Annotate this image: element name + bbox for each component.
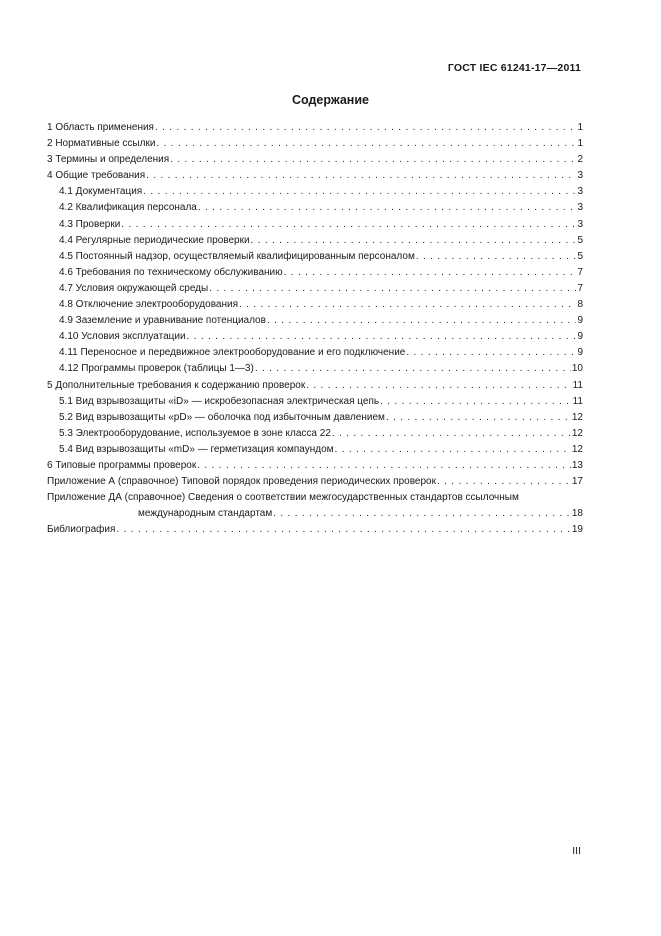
toc-entry[interactable] — [47, 345, 583, 361]
toc-leader-dots — [437, 474, 571, 490]
toc-leader-dots — [239, 297, 576, 313]
toc-leader-dots — [116, 522, 570, 538]
toc-entry-label: 2 Нормативные ссылки — [47, 138, 156, 150]
toc-entry-page: 11 — [572, 379, 583, 391]
toc-leader-dots — [251, 233, 577, 249]
toc-entry-label: 4.11 Переносное и передвижное электрооборудование и его подключение — [59, 347, 406, 359]
toc-entry-page: 3 — [577, 186, 583, 198]
toc-entry-page: 17 — [571, 476, 583, 488]
toc-leader-dots — [284, 265, 577, 281]
toc-entry-page: 18 — [571, 508, 583, 520]
toc-entry[interactable] — [47, 136, 583, 152]
toc-entry-page: 1 — [577, 122, 583, 133]
toc-entry-label: 4.7 Условия окружающей среды — [59, 282, 209, 294]
toc-entry-bibliography[interactable] — [47, 522, 583, 538]
toc-entry-page: 5 — [577, 250, 583, 262]
toc-entry-label: 4.5 Постоянный надзор, осуществляемый квалифицированным персоналом — [59, 250, 415, 262]
toc-entry-page: 8 — [577, 299, 583, 311]
toc-entry-page: 9 — [577, 315, 583, 327]
toc-leader-dots — [380, 394, 572, 410]
toc-entry-page: 19 — [571, 524, 583, 536]
toc-leader-dots — [170, 152, 576, 168]
toc-entry-label: 3 Термины и определения — [47, 154, 170, 166]
toc-leader-dots — [306, 378, 571, 394]
toc-leader-dots — [143, 184, 576, 200]
page-number: III — [572, 845, 581, 857]
toc-entry[interactable] — [47, 217, 583, 233]
toc-entry-label: международным стандартам — [138, 508, 273, 520]
toc-entry[interactable] — [47, 378, 583, 394]
toc-entry-label: Библиография — [47, 524, 116, 536]
toc-entry-page: 7 — [577, 282, 583, 294]
toc-entry-label: 4.10 Условия эксплуатации — [59, 331, 186, 343]
toc-entry-page: 3 — [577, 170, 583, 182]
toc-leader-dots — [197, 458, 571, 474]
toc-leader-dots — [187, 329, 577, 345]
toc-entry-label: Приложение А (справочное) Типовой порядок проведения периодических проверок — [47, 476, 436, 488]
toc-leader-dots — [156, 136, 576, 152]
toc-entry-page: 9 — [577, 347, 583, 359]
document-id: ГОСТ IEC 61241-17—2011 — [447, 62, 581, 74]
toc-leader-dots — [255, 361, 571, 377]
toc-entry-page: 11 — [572, 395, 583, 407]
toc-entry-page: 1 — [577, 138, 583, 150]
page-title: Содержание — [291, 93, 369, 107]
toc-entry-page: 13 — [571, 459, 583, 471]
toc-entry[interactable] — [47, 394, 583, 410]
toc-entry[interactable] — [47, 361, 583, 377]
toc-leader-dots — [406, 345, 576, 361]
toc-entry-page: 2 — [577, 154, 583, 166]
toc-entry[interactable] — [47, 426, 583, 442]
toc-entry-label: 4.4 Регулярные периодические проверки — [59, 234, 250, 246]
toc-entry-label: 5.2 Вид взрывозащиты «pD» — оболочка под избыточным давлением — [59, 411, 385, 423]
toc-entry-label: 4.1 Документация — [59, 186, 143, 198]
toc-entry[interactable] — [47, 329, 583, 345]
toc-entry[interactable] — [47, 458, 583, 474]
toc-leader-dots — [386, 410, 571, 426]
toc-leader-dots — [416, 249, 577, 265]
toc-leader-dots — [335, 442, 571, 458]
toc-leader-dots — [332, 426, 571, 442]
toc-entry[interactable] — [47, 120, 583, 136]
toc-entry-page: 10 — [571, 363, 583, 375]
toc-entry[interactable] — [47, 184, 583, 200]
toc-entry-annex-da-continued[interactable] — [47, 506, 583, 522]
toc-entry[interactable] — [47, 410, 583, 426]
toc-entry-page: 12 — [571, 411, 583, 423]
toc-entry-label: 4 Общие требования — [47, 170, 146, 182]
toc-entry-label: 4.8 Отключение электрооборудования — [59, 299, 238, 311]
toc-entry[interactable] — [47, 474, 583, 490]
toc-entry-label: 4.3 Проверки — [59, 218, 121, 230]
toc-entry[interactable] — [47, 233, 583, 249]
toc-leader-dots — [155, 120, 576, 136]
toc-entry-page: 7 — [577, 266, 583, 278]
toc-entry[interactable] — [47, 297, 583, 313]
toc-entry[interactable] — [47, 200, 583, 216]
toc-leader-dots — [121, 217, 576, 233]
toc-leader-dots — [209, 281, 576, 297]
toc-entry-label: Приложение ДА (справочное) Сведения о соответствии межгосударственных стандартов ссылочным — [47, 492, 519, 504]
toc-leader-dots — [198, 200, 577, 216]
toc-entry-page: 3 — [577, 218, 583, 230]
table-of-contents — [47, 120, 583, 538]
toc-entry-label: 4.6 Требования по техническому обслуживанию — [59, 266, 283, 278]
toc-entry-label: 5.4 Вид взрывозащиты «mD» — герметизация компаундом — [59, 443, 334, 455]
toc-entry-page: 3 — [577, 202, 583, 214]
toc-entry-page: 12 — [571, 427, 583, 439]
toc-entry-label: 5.3 Электрооборудование, используемое в зоне класса 22 — [59, 427, 331, 439]
toc-entry-annex-da[interactable] — [47, 490, 583, 506]
toc-entry-label: 6 Типовые программы проверок — [47, 459, 197, 471]
toc-entry[interactable] — [47, 442, 583, 458]
toc-entry-label: 5.1 Вид взрывозащиты «iD» — искробезопасная электрическая цепь — [59, 395, 380, 407]
toc-leader-dots — [146, 168, 576, 184]
toc-entry-label: 4.12 Программы проверок (таблицы 1—3) — [59, 363, 254, 375]
toc-leader-dots — [273, 506, 571, 522]
toc-entry-label: 5 Дополнительные требования к содержанию проверок — [47, 379, 306, 391]
toc-entry[interactable] — [47, 313, 583, 329]
toc-entry-page: 5 — [577, 234, 583, 246]
toc-entry-label: 4.9 Заземление и уравнивание потенциалов — [59, 315, 266, 327]
toc-entry-label: 1 Область применения — [47, 122, 154, 133]
toc-entry[interactable] — [47, 249, 583, 265]
toc-entry-label: 4.2 Квалификация персонала — [59, 202, 197, 214]
toc-entry[interactable] — [47, 168, 583, 184]
toc-entry-page: 9 — [577, 331, 583, 343]
toc-entry[interactable] — [47, 281, 583, 297]
toc-leader-dots — [267, 313, 577, 329]
toc-entry-page: 12 — [571, 443, 583, 455]
toc-entry[interactable] — [47, 265, 583, 281]
toc-entry[interactable] — [47, 152, 583, 168]
